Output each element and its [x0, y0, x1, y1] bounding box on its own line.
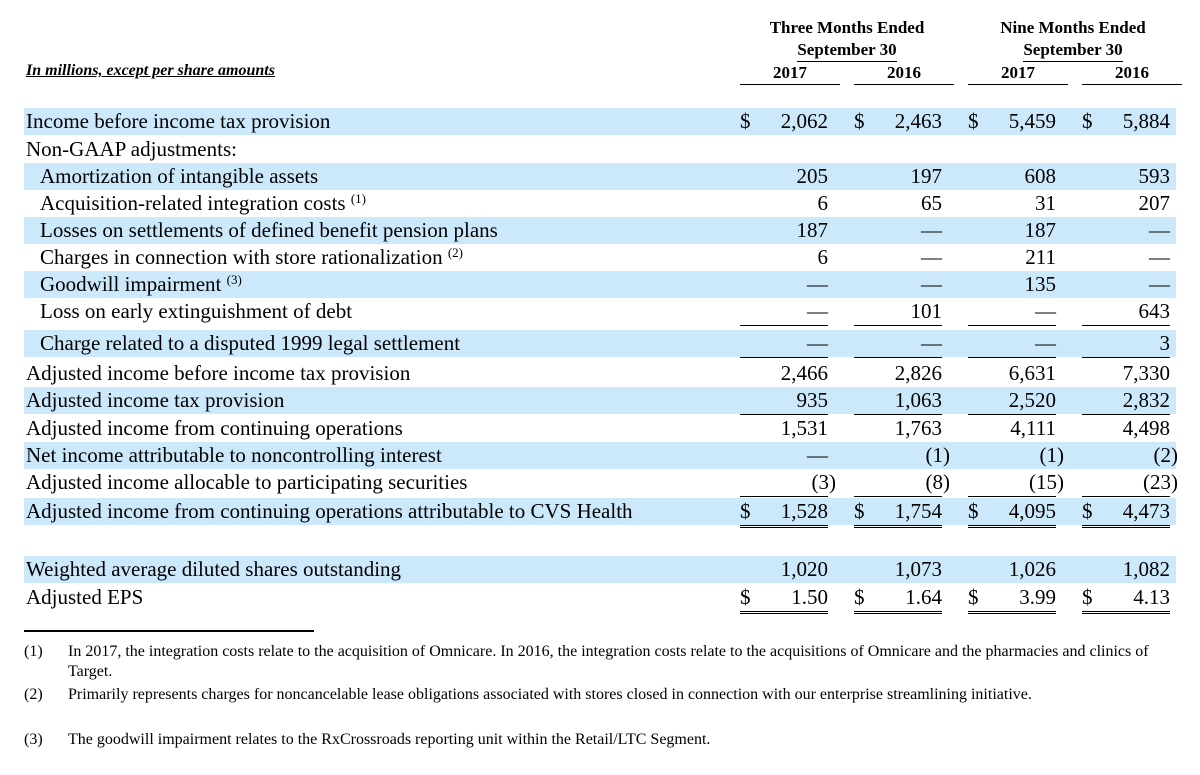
value-cell — [968, 163, 1056, 190]
value-cell — [1082, 442, 1178, 469]
table-row — [24, 584, 1176, 611]
row-label: Adjusted income tax provision — [26, 388, 285, 412]
table-row — [24, 298, 1176, 325]
value-cell — [1082, 469, 1178, 497]
value-cell — [740, 271, 828, 298]
cell-value: 5,884 — [1122, 109, 1170, 133]
value-cell — [1082, 217, 1170, 244]
cell-value: 65 — [921, 191, 942, 215]
row-label: Non-GAAP adjustments: — [26, 137, 237, 161]
value-cell — [968, 190, 1056, 217]
footnote-divider — [24, 630, 314, 632]
cell-value: 4.13 — [1133, 585, 1170, 609]
value-cell — [968, 271, 1056, 298]
cell-value: 6 — [817, 245, 828, 269]
value-cell — [740, 108, 828, 135]
table-row — [24, 556, 1176, 583]
header-year-9m-2016: 2016 — [1082, 62, 1182, 85]
value-cell — [1082, 298, 1170, 326]
cell-value: (2) — [1153, 443, 1178, 467]
value-cell — [740, 360, 828, 387]
value-cell — [968, 584, 1056, 614]
cell-value: — — [807, 272, 828, 296]
value-cell — [740, 298, 828, 326]
value-cell — [854, 244, 942, 271]
row-label: Loss on early extinguishment of debt — [40, 299, 353, 323]
row-label: Income before income tax provision — [26, 109, 331, 133]
cell-value: 135 — [1024, 272, 1056, 296]
value-cell — [968, 556, 1056, 583]
cell-value: 207 — [1138, 191, 1170, 215]
value-cell — [968, 298, 1056, 326]
cell-value: — — [807, 299, 828, 323]
value-cell — [968, 498, 1056, 528]
header-nine-months-line2: September 30 — [1023, 39, 1122, 62]
header-three-months-line2: September 30 — [797, 39, 896, 62]
header-year-9m-2017: 2017 — [968, 62, 1068, 85]
header-year-q-2017: 2017 — [740, 62, 840, 85]
currency-symbol: $ — [740, 585, 751, 609]
row-label: Losses on settlements of defined benefit pension plans — [40, 218, 498, 242]
row-label: Acquisition-related integration costs $^{(1)}$ — [40, 191, 367, 215]
value-cell — [854, 360, 942, 387]
cell-value: (1) — [925, 443, 950, 467]
cell-value: 205 — [796, 164, 828, 188]
value-cell — [1082, 556, 1170, 583]
cell-value: 187 — [1024, 218, 1056, 242]
value-cell — [740, 556, 828, 583]
cell-value: 1,528 — [780, 499, 828, 523]
cell-value: 7,330 — [1122, 361, 1170, 385]
cell-value: 2,062 — [780, 109, 828, 133]
value-cell — [740, 442, 828, 469]
table-row — [24, 190, 1176, 217]
currency-symbol: $ — [854, 585, 865, 609]
cell-value: — — [921, 272, 942, 296]
footnote-text: In 2017, the integration costs relate to the acquisition of Omnicare. In 2016, the integration costs relate to the acquisitions of Omnicare and the pharmacies and clinics of Target. — [68, 643, 1149, 680]
cell-value: (3) — [811, 470, 836, 494]
value-cell — [1082, 190, 1170, 217]
row-label: Charges in connection with store rationalization $^{(2)}$ — [40, 245, 464, 269]
value-cell — [1082, 584, 1170, 614]
cell-value: — — [807, 331, 828, 355]
value-cell — [854, 271, 942, 298]
cell-value: 5,459 — [1008, 109, 1056, 133]
table-row — [24, 271, 1176, 298]
header-year-q-2016: 2016 — [854, 62, 954, 85]
value-cell — [968, 415, 1056, 442]
currency-symbol: $ — [740, 499, 751, 523]
footnote-ref: (2) — [447, 245, 464, 260]
table-row — [24, 469, 1176, 496]
cell-value: 101 — [910, 299, 942, 323]
value-cell — [1082, 415, 1170, 442]
row-label: Net income attributable to noncontrolling interest — [26, 443, 442, 467]
value-cell — [740, 163, 828, 190]
value-cell — [1082, 244, 1170, 271]
table-row — [24, 360, 1176, 387]
table-row — [24, 217, 1176, 244]
cell-value: (1) — [1039, 443, 1064, 467]
value-cell — [854, 217, 942, 244]
header-nine-months-line1: Nine Months Ended — [1000, 18, 1146, 37]
value-cell — [854, 108, 942, 135]
cell-value: 31 — [1035, 191, 1056, 215]
footnote — [24, 642, 1174, 684]
row-label: Goodwill impairment $^{(3)}$ — [40, 272, 242, 296]
table-row — [24, 136, 1176, 163]
cell-value: 1,026 — [1008, 557, 1056, 581]
cell-value: — — [921, 245, 942, 269]
footnote — [24, 730, 1174, 752]
cell-value: 1,754 — [894, 499, 942, 523]
table-row — [24, 415, 1176, 442]
value-cell — [740, 584, 828, 614]
footnote-number: (3) — [24, 731, 43, 748]
footnote — [24, 685, 1174, 727]
footnote-number: (1) — [24, 643, 43, 660]
cell-value: 2,832 — [1122, 388, 1170, 412]
cell-value: 935 — [796, 388, 828, 412]
currency-symbol: $ — [1082, 585, 1093, 609]
cell-value: 1.50 — [791, 585, 828, 609]
footnote-number: (2) — [24, 686, 43, 703]
cell-value: (15) — [1029, 470, 1064, 494]
row-label: Adjusted income from continuing operations attributable to CVS Health — [26, 499, 633, 523]
row-label: Adjusted income before income tax provision — [26, 361, 411, 385]
value-cell — [968, 217, 1056, 244]
cell-value: 4,498 — [1122, 416, 1170, 440]
cell-value: 2,466 — [780, 361, 828, 385]
value-cell — [854, 387, 942, 415]
cell-value: — — [921, 331, 942, 355]
cell-value: — — [807, 443, 828, 467]
table-row — [24, 387, 1176, 414]
header-three-months — [740, 17, 954, 62]
currency-symbol: $ — [740, 109, 751, 133]
header-three-months-line1: Three Months Ended — [769, 18, 925, 37]
currency-symbol: $ — [854, 109, 865, 133]
cell-value: 1,073 — [894, 557, 942, 581]
value-cell — [854, 556, 942, 583]
cell-value: 187 — [796, 218, 828, 242]
cell-value: 1,082 — [1122, 557, 1170, 581]
cell-value: — — [1149, 245, 1170, 269]
currency-symbol: $ — [968, 109, 979, 133]
row-label: Weighted average diluted shares outstanding — [26, 557, 402, 581]
value-cell — [740, 190, 828, 217]
footnote-ref: (1) — [350, 191, 367, 206]
value-cell — [854, 298, 942, 326]
cell-value: 608 — [1024, 164, 1056, 188]
cell-value: 643 — [1138, 299, 1170, 323]
table-row — [24, 498, 1176, 525]
value-cell — [740, 330, 828, 358]
value-cell — [740, 217, 828, 244]
table-row — [24, 330, 1176, 357]
value-cell — [968, 330, 1056, 358]
cell-value: 2,463 — [894, 109, 942, 133]
table-row — [24, 163, 1176, 190]
cell-value: (23) — [1143, 470, 1178, 494]
value-cell — [968, 108, 1056, 135]
value-cell — [854, 330, 942, 358]
value-cell — [854, 498, 942, 528]
value-cell — [1082, 163, 1170, 190]
cell-value: 6,631 — [1008, 361, 1056, 385]
row-label: Charge related to a disputed 1999 legal settlement — [40, 331, 461, 355]
cell-value: 2,826 — [894, 361, 942, 385]
currency-symbol: $ — [1082, 499, 1093, 523]
value-cell — [854, 469, 950, 497]
cell-value: — — [1149, 218, 1170, 242]
cell-value: 1,531 — [780, 416, 828, 440]
cell-value: (8) — [925, 470, 950, 494]
cell-value: 3.99 — [1019, 585, 1056, 609]
value-cell — [854, 415, 942, 442]
value-cell — [854, 442, 950, 469]
cell-value: 197 — [910, 164, 942, 188]
footnote-text: Primarily represents charges for noncancelable lease obligations associated with stores closed in connection with our enterprise streamlining initiative. — [68, 686, 1032, 703]
footnote-ref: (3) — [226, 272, 242, 287]
value-cell — [740, 498, 828, 528]
row-label: Adjusted EPS — [26, 585, 144, 609]
cell-value: — — [1035, 331, 1056, 355]
value-cell — [1082, 498, 1170, 528]
cell-value: 4,095 — [1008, 499, 1056, 523]
currency-symbol: $ — [1082, 109, 1093, 133]
value-cell — [740, 469, 836, 497]
cell-value: 3 — [1159, 331, 1170, 355]
cell-value: — — [1149, 272, 1170, 296]
value-cell — [968, 469, 1064, 497]
table-row — [24, 244, 1176, 271]
value-cell — [854, 190, 942, 217]
value-cell — [1082, 330, 1170, 358]
currency-symbol: $ — [968, 585, 979, 609]
header-nine-months — [966, 17, 1180, 62]
cell-value: 1,763 — [894, 416, 942, 440]
value-cell — [968, 360, 1056, 387]
value-cell — [968, 442, 1064, 469]
value-cell — [854, 584, 942, 614]
cell-value: 4,473 — [1122, 499, 1170, 523]
currency-symbol: $ — [968, 499, 979, 523]
row-label: Adjusted income from continuing operations — [26, 416, 403, 440]
value-cell — [1082, 108, 1170, 135]
cell-value: 1.64 — [905, 585, 942, 609]
cell-value: 2,520 — [1008, 388, 1056, 412]
value-cell — [1082, 271, 1170, 298]
row-label: Adjusted income allocable to participating securities — [26, 470, 468, 494]
footnote-text: The goodwill impairment relates to the RxCrossroads reporting unit within the Retail/LTC Segment. — [68, 731, 711, 748]
value-cell — [1082, 360, 1170, 387]
value-cell — [854, 163, 942, 190]
units-caption: In millions, except per share amounts — [26, 62, 275, 79]
cell-value: 211 — [1025, 245, 1056, 269]
table-row — [24, 108, 1176, 135]
value-cell — [968, 387, 1056, 415]
cell-value: 6 — [817, 191, 828, 215]
cell-value: — — [921, 218, 942, 242]
table-row — [24, 442, 1176, 469]
value-cell — [968, 244, 1056, 271]
cell-value: — — [1035, 299, 1056, 323]
cell-value: 593 — [1138, 164, 1170, 188]
value-cell — [1082, 387, 1170, 415]
cell-value: 4,111 — [1010, 416, 1056, 440]
value-cell — [740, 244, 828, 271]
currency-symbol: $ — [854, 499, 865, 523]
value-cell — [740, 415, 828, 442]
value-cell — [740, 387, 828, 415]
cell-value: 1,063 — [894, 388, 942, 412]
row-label: Amortization of intangible assets — [40, 164, 319, 188]
cell-value: 1,020 — [780, 557, 828, 581]
